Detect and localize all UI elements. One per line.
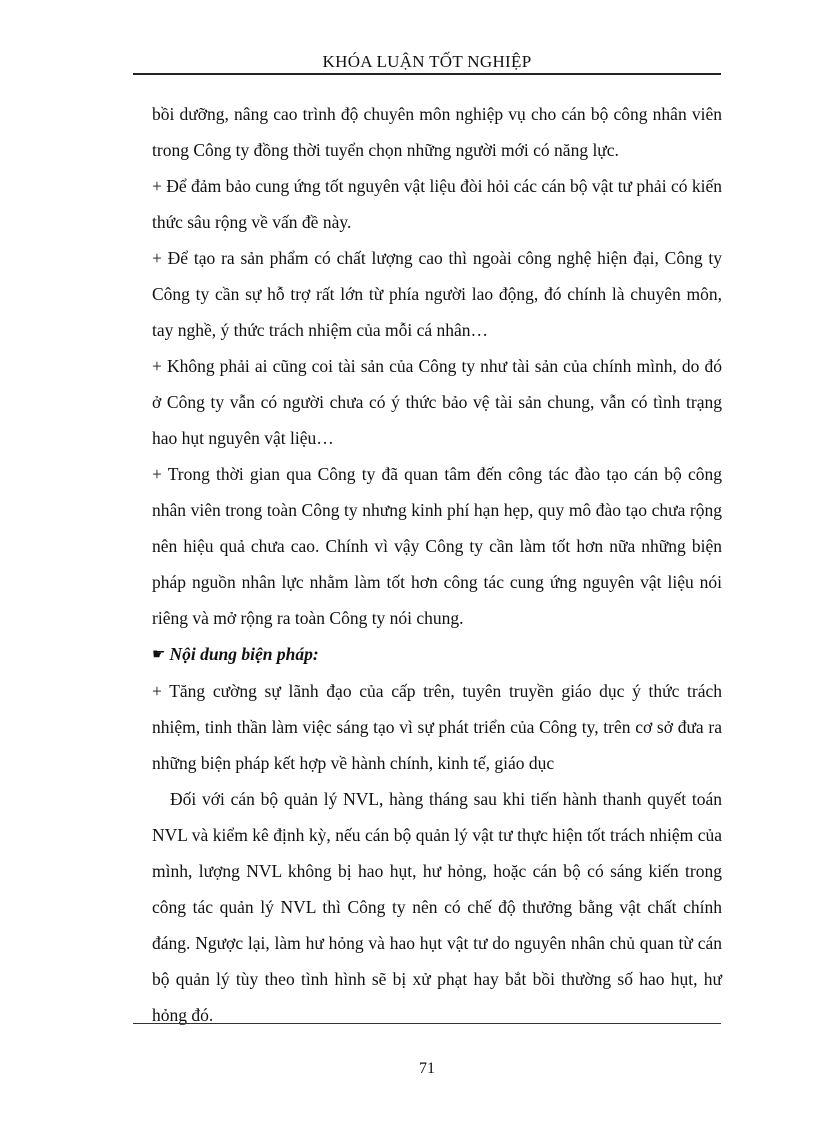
- paragraph-training: bồi dưỡng, nâng cao trình độ chuyên môn nghiệp vụ cho cán bộ công nhân viên trong Công ty đồng thời tuyển chọn những người mới có năng lực.: [152, 104, 722, 160]
- hand-pointer-icon: ☛: [152, 647, 166, 663]
- section-heading: [152, 636, 722, 673]
- page-header-title: KHÓA LUẬN TỐT NGHIỆP: [322, 52, 532, 71]
- header-divider: [133, 73, 721, 75]
- paragraph-asset-awareness: + Không phải ai cũng coi tài sản của Công ty như tài sản của chính mình, do đó ở Công ty vẫn có người chưa có ý thức bảo vệ tài sản chung, vẫn có tình trạng hao hụt nguyên vật liệu…: [152, 356, 722, 448]
- paragraph-product-quality: + Để tạo ra sản phẩm có chất lượng cao thì ngoài công nghệ hiện đại, Công ty Công ty cần sự hỗ trợ rất lớn từ phía người lao động, đó chính là chuyên môn, tay nghề, ý thức trách nhiệm của mỗi cá nhân…: [152, 248, 722, 340]
- paragraph-training-budget: + Trong thời gian qua Công ty đã quan tâm đến công tác đào tạo cán bộ công nhân viên trong toàn Công ty nhưng kinh phí hạn hẹp, quy mô đào tạo chưa rộng nên hiệu quả chưa cao. Chính vì vậy Công ty cần làm tốt hơn nữa những biện pháp nguồn nhân lực nhằm làm tốt hơn công tác cung ứng nguyên vật liệu nói riêng và mở rộng ra toàn Công ty nói chung.: [152, 464, 722, 628]
- footer-divider: [133, 1023, 721, 1024]
- paragraph-supply-knowledge: + Để đảm bảo cung ứng tốt nguyên vật liệu đòi hỏi các cán bộ vật tư phải có kiến thức sâu rộng về vấn đề này.: [152, 176, 722, 232]
- page-number: 71: [419, 1060, 435, 1077]
- paragraph-material-managers: Đối với cán bộ quản lý NVL, hàng tháng sau khi tiến hành thanh quyết toán NVL và kiểm kê định kỳ, nếu cán bộ quản lý vật tư thực hiện tốt trách nhiệm của mình, lượng NVL không bị hao hụt, hư hỏng, hoặc cán bộ có sáng kiến trong công tác quản lý NVL thì Công ty nên có chế độ thưởng bằng vật chất chính đáng. Ngược lại, làm hư hỏng và hao hụt vật tư do nguyên nhân chủ quan từ cán bộ quản lý tùy theo tình hình sẽ bị xử phạt hay bắt bồi thường số hao hụt, hư hỏng đó.: [152, 789, 722, 1025]
- section-heading-text: Nội dung biện pháp:: [169, 644, 319, 664]
- document-body: [152, 96, 722, 1033]
- paragraph-leadership: + Tăng cường sự lãnh đạo của cấp trên, tuyên truyền giáo dục ý thức trách nhiệm, tinh thần làm việc sáng tạo vì sự phát triển của Công ty, trên cơ sở đưa ra những biện pháp kết hợp về hành chính, kinh tế, giáo dục: [152, 681, 722, 773]
